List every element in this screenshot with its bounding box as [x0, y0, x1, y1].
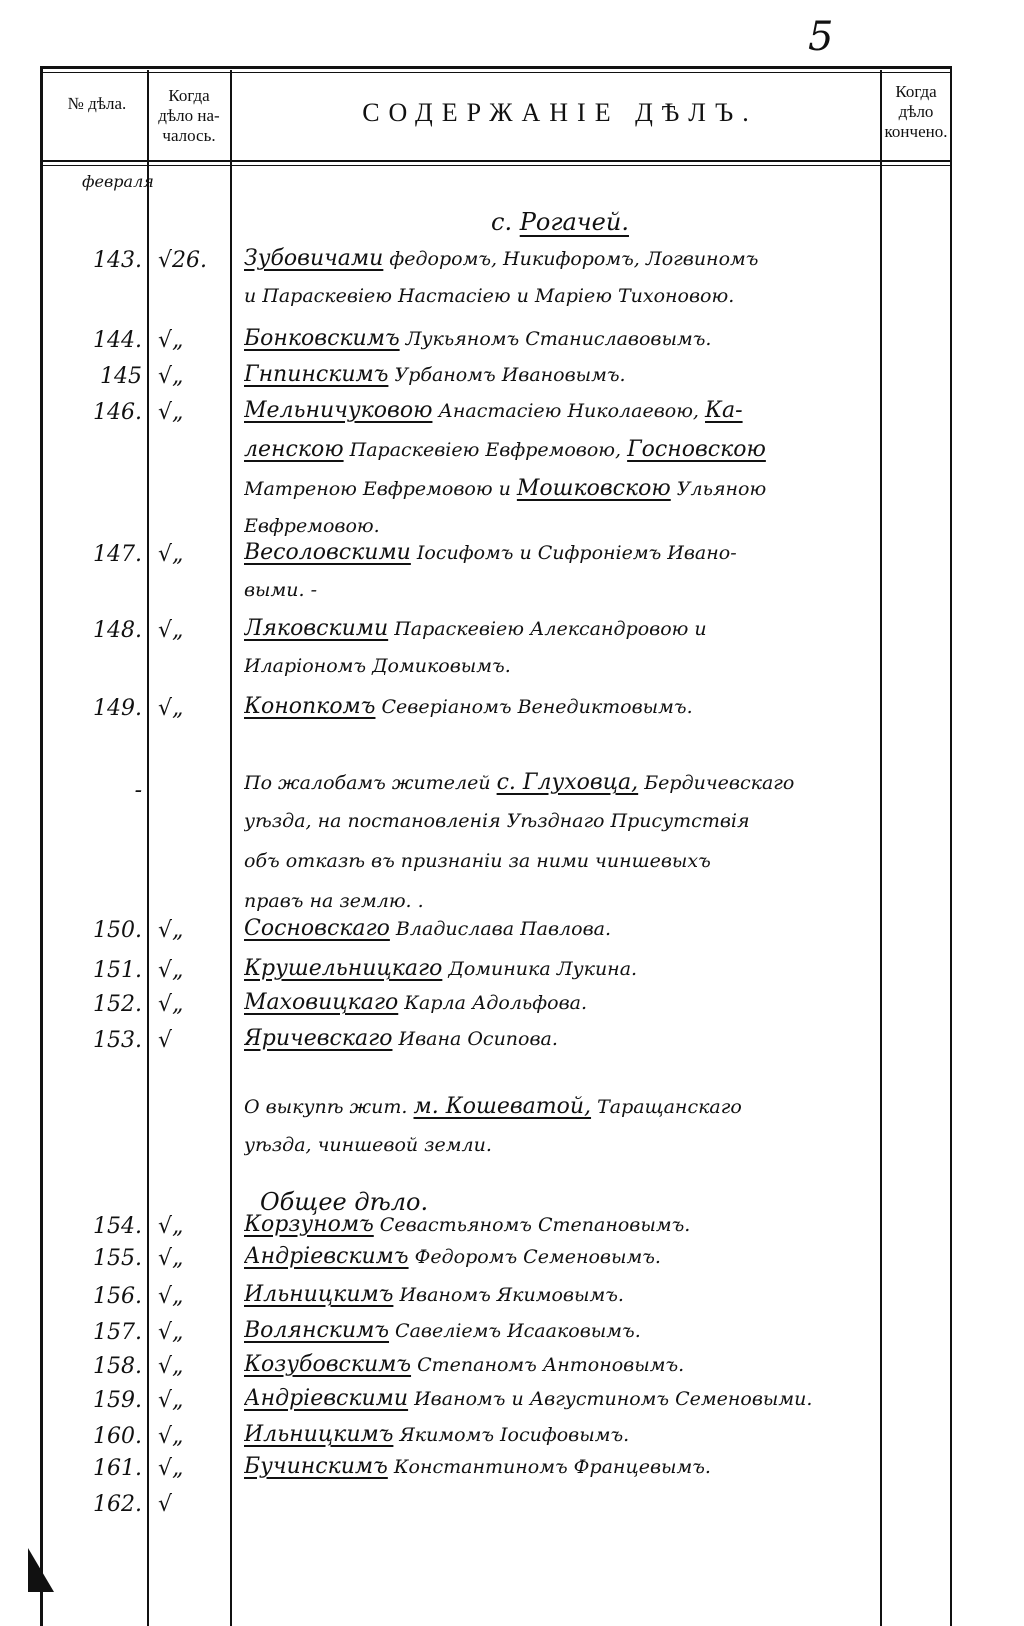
- underlined-name: Андріевскими: [244, 1386, 409, 1411]
- text-segment: Евфремовою.: [244, 515, 380, 537]
- entry-text-line: [244, 1318, 880, 1343]
- page-number: 5: [808, 14, 834, 60]
- start-date-mark: √„: [158, 918, 184, 943]
- column-rule-3: [880, 70, 882, 1626]
- start-date-mark: √„: [158, 1424, 184, 1449]
- entry-number: 149.: [93, 696, 142, 721]
- text-segment: объ отказѣ въ признаніи за ними чиншевыхъ: [244, 850, 711, 872]
- underlined-name: Весоловскими: [244, 540, 411, 565]
- section-name: Рогачей.: [519, 208, 629, 236]
- entry-text-line: [244, 956, 880, 981]
- entry-text-line: [244, 246, 880, 271]
- text-segment: Карла Адольфова.: [398, 992, 587, 1014]
- entry-text-line: [244, 362, 880, 387]
- underlined-name: Козубовскимъ: [244, 1352, 412, 1377]
- text-segment: По жалобамъ жителей: [244, 772, 497, 794]
- start-date-mark: √26.: [158, 248, 208, 273]
- entry-text-line: [244, 1386, 880, 1411]
- underlined-name: Корзуномъ: [244, 1212, 374, 1237]
- start-date-mark: √: [158, 1492, 173, 1517]
- start-date-mark: √„: [158, 992, 184, 1017]
- section-prefix: с.: [491, 208, 513, 236]
- entry-text-line: [244, 770, 880, 795]
- text-segment: Иларіономъ Домиковымъ.: [244, 655, 511, 677]
- underlined-name: Конопкомъ: [244, 694, 376, 719]
- entry-text-line: [244, 1094, 880, 1119]
- entry-text-line: [244, 476, 880, 501]
- underlined-name: Волянскимъ: [244, 1318, 390, 1343]
- text-segment: Владислава Павлова.: [389, 918, 612, 940]
- header-col-start: Когда дѣло на- чалось.: [158, 86, 220, 145]
- entry-number: 153.: [93, 1028, 142, 1053]
- text-segment: Бердичевскаго: [638, 772, 795, 794]
- start-date-mark: √„: [158, 1284, 184, 1309]
- entry-number: 144.: [93, 328, 142, 353]
- underlined-name: Маховицкаго: [244, 990, 399, 1015]
- text-segment: Анастасіею Николаевою,: [432, 400, 706, 422]
- start-date-mark: √„: [158, 1456, 184, 1481]
- start-date-mark: √„: [158, 1388, 184, 1413]
- entry-number: 152.: [93, 992, 142, 1017]
- text-segment: Иваномъ и Августиномъ Семеновыми.: [408, 1388, 813, 1410]
- entry-text-line: [244, 1026, 880, 1051]
- section-title: Общее дѣло.: [260, 1188, 429, 1216]
- underlined-name: с. Глуховца,: [496, 770, 639, 795]
- underlined-name: Мошковскою: [516, 476, 671, 501]
- text-segment: Параскевіею Евфремовою,: [343, 439, 628, 461]
- start-date-mark: √„: [158, 1246, 184, 1271]
- start-date-mark: √„: [158, 1354, 184, 1379]
- entry-text-line: [244, 1352, 880, 1377]
- entry-text-line: [244, 515, 880, 537]
- start-date-mark: √„: [158, 400, 184, 425]
- text-segment: Іосифомъ и Сифроніемъ Ивано-: [410, 542, 737, 564]
- entry-number: 154.: [93, 1214, 142, 1239]
- entry-number: 162.: [93, 1492, 142, 1517]
- header-bottom-rule: [40, 160, 952, 162]
- entry-number: 145: [100, 364, 142, 389]
- text-segment: федоромъ, Никифоромъ, Логвиномъ: [383, 248, 759, 270]
- underlined-name: Ка-: [705, 398, 743, 423]
- underlined-name: м. Кошеватой,: [413, 1094, 592, 1119]
- underlined-name: Ляковскими: [244, 616, 389, 641]
- entry-number: 161.: [93, 1456, 142, 1481]
- text-segment: Таращанскаго: [591, 1096, 742, 1118]
- entry-text-line: [244, 398, 880, 423]
- start-date-mark: √: [158, 1028, 173, 1053]
- underlined-name: Ильницкимъ: [244, 1282, 394, 1307]
- entry-text-line: [244, 540, 880, 565]
- entry-text-line: [244, 1212, 880, 1237]
- entry-text-line: [244, 285, 880, 307]
- underlined-name: Сосновскаго: [244, 916, 390, 941]
- entry-text-line: [244, 810, 880, 832]
- text-segment: уѣзда, чиншевой земли.: [244, 1134, 492, 1156]
- entry-text-line: [244, 1244, 880, 1269]
- underlined-name: Бучинскимъ: [244, 1454, 388, 1479]
- entry-number: 148.: [93, 618, 142, 643]
- text-segment: Доминика Лукина.: [442, 958, 638, 980]
- underlined-name: Яричевскаго: [244, 1026, 393, 1051]
- column-rule-2: [230, 70, 232, 1626]
- entry-text-line: [244, 1454, 880, 1479]
- entry-text-line: [244, 1134, 880, 1156]
- text-segment: Северіаномъ Венедиктовымъ.: [375, 696, 693, 718]
- entry-text-line: [244, 916, 880, 941]
- frame-top-rule: [40, 66, 952, 69]
- header-col-end: Когда дѣло кончено.: [884, 82, 948, 141]
- underlined-name: Андріевскимъ: [244, 1244, 409, 1269]
- month-label: февраля: [82, 172, 154, 191]
- text-segment: О выкупѣ жит.: [244, 1096, 414, 1118]
- start-date-mark: √„: [158, 618, 184, 643]
- entry-text-line: [244, 1282, 880, 1307]
- underlined-name: Бонковскимъ: [244, 326, 400, 351]
- entry-number: 158.: [93, 1354, 142, 1379]
- text-segment: Савеліемъ Исааковымъ.: [389, 1320, 641, 1342]
- entry-number: 147.: [93, 542, 142, 567]
- entry-text-line: [244, 1422, 880, 1447]
- entry-text-line: [244, 850, 880, 872]
- glukhovets-dash: -: [134, 778, 142, 803]
- entry-number: 160.: [93, 1424, 142, 1449]
- header-bottom-rule-thin: [40, 165, 952, 166]
- underlined-name: Крушельницкаго: [244, 956, 443, 981]
- entry-text-line: [244, 890, 880, 912]
- text-segment: и Параскевіею Настасіею и Маріею Тихоновою.: [244, 285, 735, 307]
- text-segment: Якимомъ Іосифовымъ.: [393, 1424, 630, 1446]
- entry-text-line: [244, 616, 880, 641]
- entry-number: 146.: [93, 400, 142, 425]
- start-date-mark: √„: [158, 328, 184, 353]
- underlined-name: Зубовичами: [244, 246, 384, 271]
- frame-left-rule: [40, 66, 43, 1626]
- entry-number: 155.: [93, 1246, 142, 1271]
- underlined-name: Госновскою: [627, 437, 766, 462]
- text-segment: Иваномъ Якимовымъ.: [393, 1284, 624, 1306]
- page-title: СОДЕРЖАНІЕ ДѢЛЪ.: [362, 98, 758, 127]
- underlined-name: Мельничуковою: [244, 398, 433, 423]
- start-date-mark: √„: [158, 958, 184, 983]
- text-segment: правъ на землю. .: [244, 890, 424, 912]
- text-segment: Лукьяномъ Станиславовымъ.: [399, 328, 712, 350]
- entry-number: 159.: [93, 1388, 142, 1413]
- entry-number: 156.: [93, 1284, 142, 1309]
- start-date-mark: √„: [158, 364, 184, 389]
- entry-number: 157.: [93, 1320, 142, 1345]
- text-segment: Константиномъ Францевымъ.: [387, 1456, 711, 1478]
- text-segment: Севастьяномъ Степановымъ.: [373, 1214, 691, 1236]
- text-segment: выми. -: [244, 579, 318, 601]
- text-segment: Матреною Евфремовою и: [244, 478, 517, 500]
- entry-text-line: [244, 437, 880, 462]
- entry-text-line: [244, 655, 880, 677]
- section-heading-rogachey: [240, 208, 880, 236]
- text-segment: Ивана Осипова.: [392, 1028, 558, 1050]
- start-date-mark: √„: [158, 1320, 184, 1345]
- frame-top-rule-thin: [40, 72, 952, 73]
- start-date-mark: √„: [158, 1214, 184, 1239]
- frame-right-rule: [950, 66, 952, 1626]
- underlined-name: Ильницкимъ: [244, 1422, 394, 1447]
- start-date-mark: √„: [158, 696, 184, 721]
- entry-text-line: [244, 326, 880, 351]
- entry-text-line: [244, 694, 880, 719]
- text-segment: Параскевіею Александровою и: [388, 618, 707, 640]
- page-corner-shadow: [28, 1548, 54, 1592]
- entry-number: 151.: [93, 958, 142, 983]
- start-date-mark: √„: [158, 542, 184, 567]
- underlined-name: ленскою: [244, 437, 344, 462]
- text-segment: Урбаномъ Ивановымъ.: [388, 364, 626, 386]
- entry-text-line: [244, 990, 880, 1015]
- text-segment: Федоромъ Семеновымъ.: [408, 1246, 661, 1268]
- underlined-name: Гнпинскимъ: [244, 362, 389, 387]
- entry-text-line: [244, 579, 880, 601]
- entry-number: 143.: [93, 248, 142, 273]
- column-rule-1: [147, 70, 149, 1626]
- text-segment: Ульяною: [670, 478, 767, 500]
- header-col-number: № дѣла.: [67, 94, 127, 113]
- text-segment: Степаномъ Антоновымъ.: [411, 1354, 685, 1376]
- text-segment: уѣзда, на постановленія Уѣзднаго Присутствія: [244, 810, 750, 832]
- entry-number: 150.: [93, 918, 142, 943]
